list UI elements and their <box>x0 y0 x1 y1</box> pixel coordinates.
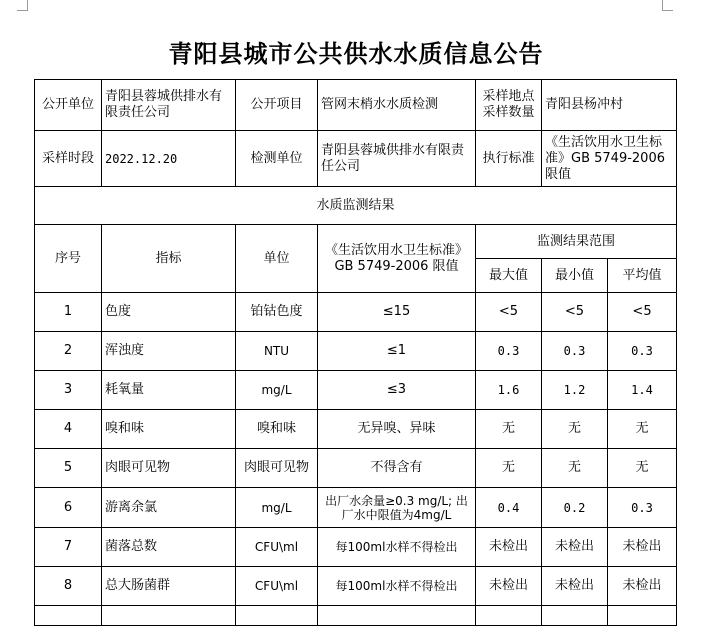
row-limit: 不得含有 <box>318 449 476 488</box>
table-row <box>35 371 677 410</box>
table-row <box>35 293 677 332</box>
unit-label: 检测单位 <box>236 131 318 187</box>
header-row-1 <box>35 225 677 259</box>
row-min: 无 <box>542 449 608 488</box>
standard-value: 《生活饮用水卫生标准》GB 5749-2006 限值 <box>542 131 677 187</box>
site-value: 青阳县杨冲村 <box>542 80 677 131</box>
row-cell <box>542 606 608 626</box>
page-corner-mark-right <box>662 0 673 11</box>
row-max: 无 <box>476 449 542 488</box>
row-cell <box>476 606 542 626</box>
header-indicator: 指标 <box>102 225 236 293</box>
row-no: 8 <box>35 567 102 606</box>
header-range: 监测结果范围 <box>476 225 677 259</box>
row-min: 未检出 <box>542 528 608 567</box>
item-label: 公开项目 <box>236 80 318 131</box>
row-unit: 铂钴色度 <box>236 293 318 332</box>
row-cell <box>608 606 677 626</box>
row-avg: 0.3 <box>608 488 677 528</box>
row-indicator: 总大肠菌群 <box>102 567 236 606</box>
row-indicator: 浑浊度 <box>102 332 236 371</box>
row-limit: ≤15 <box>318 293 476 332</box>
row-min: 未检出 <box>542 567 608 606</box>
row-unit: mg/L <box>236 371 318 410</box>
row-limit: 无异嗅、异味 <box>318 410 476 449</box>
row-min: 0.2 <box>542 488 608 528</box>
row-max: 0.3 <box>476 332 542 371</box>
row-max: <5 <box>476 293 542 332</box>
unit-value: 青阳县蓉城供排水有限责任公司 <box>318 131 476 187</box>
row-min: 0.3 <box>542 332 608 371</box>
table-row <box>35 410 677 449</box>
row-max: 0.4 <box>476 488 542 528</box>
row-no: 4 <box>35 410 102 449</box>
row-no: 2 <box>35 332 102 371</box>
row-cell <box>35 606 102 626</box>
row-unit: NTU <box>236 332 318 371</box>
table-row-partial <box>35 606 677 626</box>
row-unit: 肉眼可见物 <box>236 449 318 488</box>
row-min: 无 <box>542 410 608 449</box>
row-cell <box>102 606 236 626</box>
row-max: 1.6 <box>476 371 542 410</box>
row-avg: 0.3 <box>608 332 677 371</box>
row-max: 未检出 <box>476 567 542 606</box>
row-avg: 未检出 <box>608 528 677 567</box>
header-limit: 《生活饮用水卫生标准》GB 5749-2006 限值 <box>318 225 476 293</box>
header-max: 最大值 <box>476 259 542 293</box>
row-avg: 无 <box>608 449 677 488</box>
section-title: 水质监测结果 <box>35 187 677 225</box>
publisher-label: 公开单位 <box>35 80 102 131</box>
page-title: 青阳县城市公共供水水质信息公告 <box>168 40 544 68</box>
header-min: 最小值 <box>542 259 608 293</box>
row-no: 1 <box>35 293 102 332</box>
info-row-1 <box>35 80 677 131</box>
row-no: 3 <box>35 371 102 410</box>
row-limit: 每100ml水样不得检出 <box>318 567 476 606</box>
row-min: 1.2 <box>542 371 608 410</box>
table-row <box>35 488 677 528</box>
row-limit: 出厂水余量≥0.3 mg/L; 出厂水中限值为4mg/L <box>318 488 476 528</box>
row-indicator: 游离余氯 <box>102 488 236 528</box>
row-limit: ≤3 <box>318 371 476 410</box>
standard-label: 执行标准 <box>476 131 542 187</box>
section-row <box>35 187 677 225</box>
row-max: 未检出 <box>476 528 542 567</box>
row-unit: mg/L <box>236 488 318 528</box>
row-no: 6 <box>35 488 102 528</box>
info-row-2 <box>35 131 677 187</box>
row-max: 无 <box>476 410 542 449</box>
row-avg: 无 <box>608 410 677 449</box>
table-row <box>35 449 677 488</box>
row-unit: CFU\ml <box>236 567 318 606</box>
table-row <box>35 567 677 606</box>
row-avg: <5 <box>608 293 677 332</box>
row-indicator: 菌落总数 <box>102 528 236 567</box>
row-indicator: 耗氧量 <box>102 371 236 410</box>
publisher-value: 青阳县蓉城供排水有限责任公司 <box>102 80 236 131</box>
row-no: 5 <box>35 449 102 488</box>
period-value: 2022.12.20 <box>102 131 236 187</box>
period-label: 采样时段 <box>35 131 102 187</box>
row-cell <box>318 606 476 626</box>
site-label: 采样地点采样数量 <box>476 80 542 131</box>
header-avg: 平均值 <box>608 259 677 293</box>
row-unit: 嗅和味 <box>236 410 318 449</box>
item-value: 管网末梢水水质检测 <box>318 80 476 131</box>
header-no: 序号 <box>35 225 102 293</box>
row-no: 7 <box>35 528 102 567</box>
table-row <box>35 528 677 567</box>
table-row <box>35 332 677 371</box>
row-indicator: 色度 <box>102 293 236 332</box>
header-unit: 单位 <box>236 225 318 293</box>
row-indicator: 嗅和味 <box>102 410 236 449</box>
row-avg: 未检出 <box>608 567 677 606</box>
page-corner-mark-left <box>17 0 28 11</box>
row-avg: 1.4 <box>608 371 677 410</box>
row-unit: CFU\ml <box>236 528 318 567</box>
row-limit: ≤1 <box>318 332 476 371</box>
water-quality-table <box>34 79 677 626</box>
row-limit: 每100ml水样不得检出 <box>318 528 476 567</box>
row-min: <5 <box>542 293 608 332</box>
row-cell <box>236 606 318 626</box>
row-indicator: 肉眼可见物 <box>102 449 236 488</box>
